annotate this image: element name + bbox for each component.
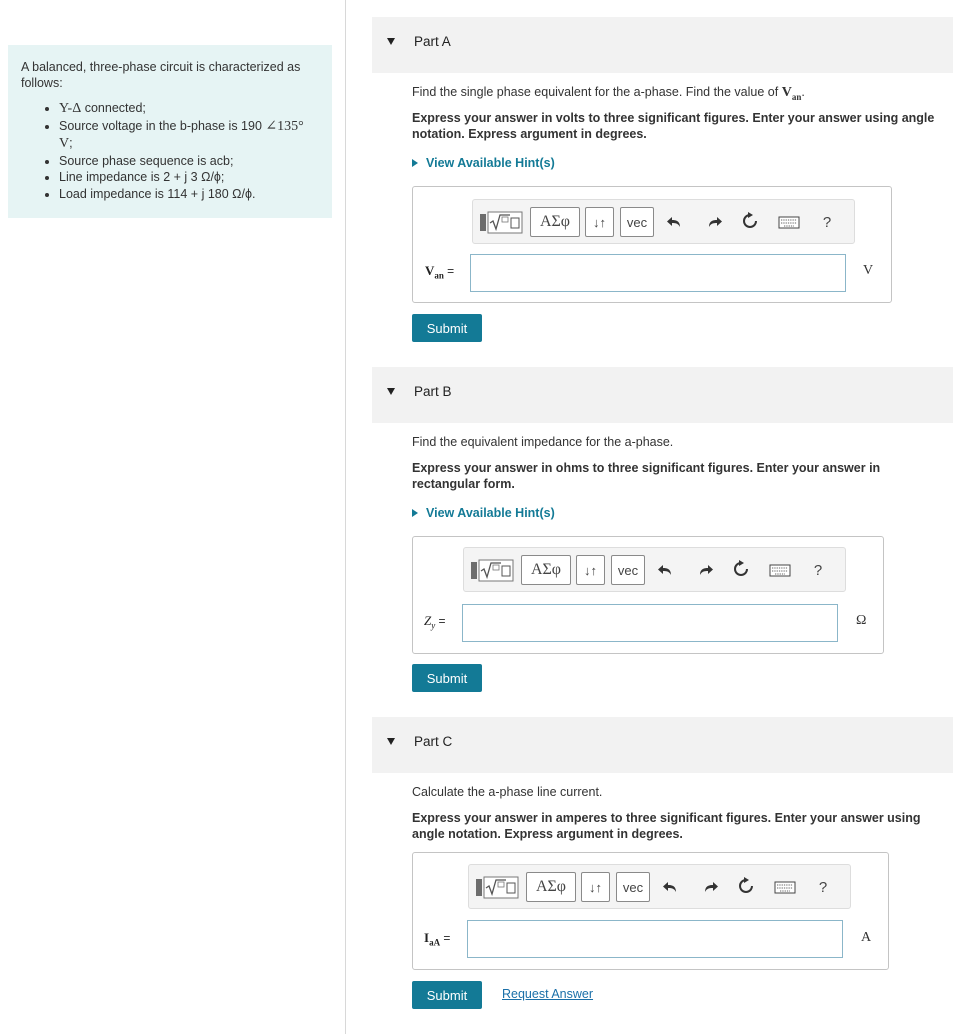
template-sqrt-icon	[474, 874, 520, 900]
part-b-math-toolbar	[463, 547, 846, 592]
part-a-question: Find the single phase equivalent for the a-phase. Find the value of $V_{an}$.	[412, 85, 805, 102]
part-a-var-label: $V_{an}$ =	[425, 263, 455, 281]
part-a-unit: V	[863, 263, 874, 278]
part-c-title: Part C	[414, 734, 453, 749]
redo-icon[interactable]	[701, 878, 719, 896]
redo-icon[interactable]	[696, 561, 714, 579]
reset-icon[interactable]	[737, 877, 755, 895]
problem-list	[21, 100, 318, 202]
part-b-answer-input[interactable]	[462, 604, 838, 642]
greek-button[interactable]: ΑΣφ	[530, 207, 580, 237]
help-button[interactable]: ?	[818, 878, 828, 896]
undo-icon[interactable]	[666, 213, 684, 231]
part-b-header[interactable]	[372, 367, 953, 423]
vec-button[interactable]: vec	[611, 555, 645, 585]
vec-button[interactable]: vec	[616, 872, 650, 902]
part-c-answer-input[interactable]	[467, 920, 843, 958]
expand-arrow-icon	[412, 509, 418, 517]
part-c-instructions: Express your answer in amperes to three significant figures. Enter your answer using angle notation. Express argument in degrees.	[412, 811, 921, 841]
part-a-hint-link[interactable]: View Available Hint(s)	[412, 156, 555, 170]
part-b-hint-link[interactable]: View Available Hint(s)	[412, 506, 555, 520]
part-b-instructions: Express your answer in ohms to three significant figures. Enter your answer in rectangular form.	[412, 461, 881, 491]
problem-item-source-voltage: • Source voltage in the b-phase is 190 ∠135° V;	[59, 118, 318, 153]
problem-item-load-impedance: • Load impedance is 114 + j 180 Ω/ϕ.	[59, 186, 318, 203]
part-a-answer-input[interactable]	[470, 254, 846, 292]
part-c-submit-button[interactable]: Submit	[412, 981, 482, 1009]
part-b-unit: Ω	[856, 613, 867, 628]
arrows-button[interactable]: ↓↑	[585, 207, 614, 237]
column-divider	[345, 0, 346, 1034]
template-button[interactable]	[477, 207, 524, 237]
part-c-unit: A	[861, 930, 872, 945]
part-b-var-label: $Z_y$ =	[424, 613, 446, 631]
template-button[interactable]	[468, 555, 515, 585]
part-b-submit-button[interactable]: Submit	[412, 664, 482, 692]
keyboard-icon[interactable]	[774, 878, 796, 896]
reset-icon[interactable]	[741, 212, 759, 230]
collapse-triangle-icon[interactable]	[387, 738, 395, 745]
template-sqrt-icon	[478, 209, 524, 235]
arrows-button[interactable]: ↓↑	[581, 872, 610, 902]
part-c-math-toolbar	[468, 864, 851, 909]
undo-icon[interactable]	[657, 561, 675, 579]
problem-intro: A balanced, three-phase circuit is characterized as follows:	[21, 60, 301, 90]
greek-button[interactable]: ΑΣφ	[526, 872, 576, 902]
reset-icon[interactable]	[732, 560, 750, 578]
part-a-math-toolbar	[472, 199, 855, 244]
expand-arrow-icon	[412, 159, 418, 167]
part-a-instructions: Express your answer in volts to three significant figures. Enter your answer using angle notation. Express argument in degrees.	[412, 111, 935, 141]
part-c-header[interactable]	[372, 717, 953, 773]
template-sqrt-icon	[469, 557, 515, 583]
template-button[interactable]	[473, 872, 520, 902]
help-button[interactable]: ?	[822, 213, 832, 231]
part-a-header[interactable]	[372, 17, 953, 73]
part-b-question: Find the equivalent impedance for the a-phase.	[412, 435, 674, 449]
part-a-question-var: $V_{an}$	[781, 85, 802, 102]
arrows-button[interactable]: ↓↑	[576, 555, 605, 585]
problem-statement	[8, 45, 332, 218]
vec-button[interactable]: vec	[620, 207, 654, 237]
part-a-title: Part A	[414, 34, 451, 49]
request-answer-link[interactable]: Request Answer	[502, 987, 594, 1001]
keyboard-icon[interactable]	[778, 213, 800, 231]
redo-icon[interactable]	[705, 213, 723, 231]
greek-button[interactable]: ΑΣφ	[521, 555, 571, 585]
problem-item-line-impedance: • Line impedance is 2 + j 3 Ω/ϕ;	[59, 169, 318, 186]
keyboard-icon[interactable]	[769, 561, 791, 579]
collapse-triangle-icon[interactable]	[387, 38, 395, 45]
part-c-question: Calculate the a-phase line current.	[412, 785, 603, 799]
part-a-submit-button[interactable]: Submit	[412, 314, 482, 342]
part-b-title: Part B	[414, 384, 452, 399]
collapse-triangle-icon[interactable]	[387, 388, 395, 395]
problem-item-sequence: • Source phase sequence is acb;	[59, 153, 318, 170]
problem-item-connection: • Y-Δ connected;	[59, 100, 318, 118]
undo-icon[interactable]	[662, 878, 680, 896]
part-c-var-label: $I_{aA}$ =	[424, 930, 451, 948]
help-button[interactable]: ?	[813, 561, 823, 579]
